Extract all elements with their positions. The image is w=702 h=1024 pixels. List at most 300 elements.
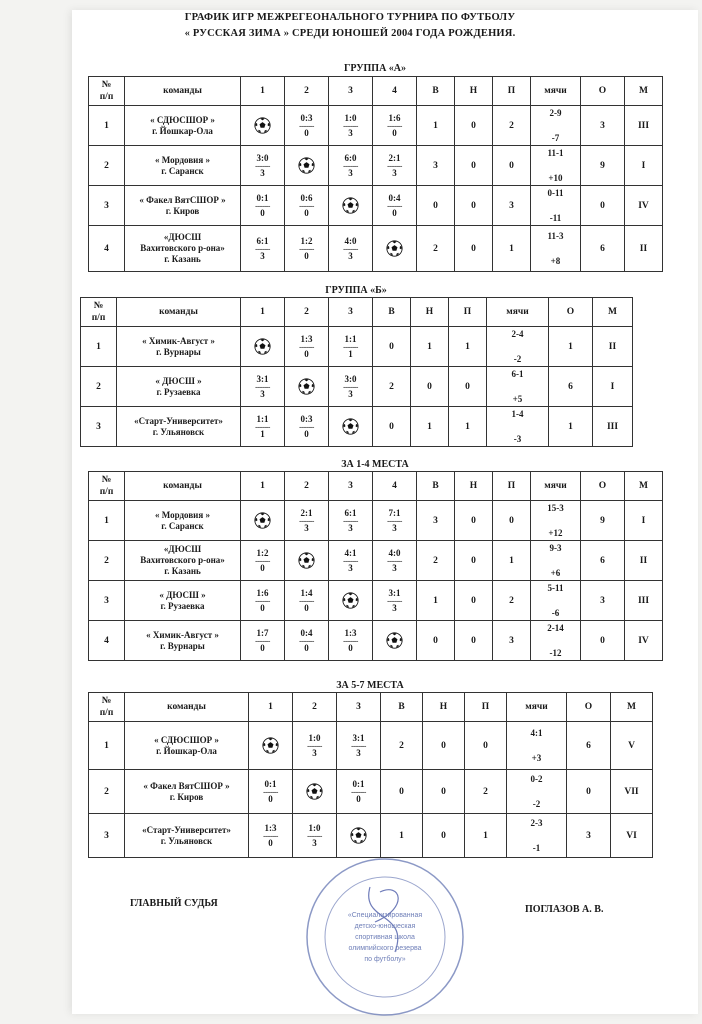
header-team: команды xyxy=(117,298,241,327)
header-team: команды xyxy=(125,693,249,722)
match-score: 3:0 xyxy=(256,152,269,163)
match-result-cell xyxy=(241,407,285,447)
points-cell: 9 xyxy=(581,146,625,186)
score-divider: -------- xyxy=(343,516,358,525)
match-result-cell xyxy=(249,814,293,858)
match-points: 0 xyxy=(304,428,309,439)
wins-cell: 2 xyxy=(417,226,455,272)
match-score: 1:7 xyxy=(256,627,269,638)
draws-cell: 0 xyxy=(455,541,493,581)
match-result-cell xyxy=(285,407,329,447)
match-score: 4:1 xyxy=(344,547,357,558)
goals-cell xyxy=(487,327,549,367)
team-line: «Старт-Университет» xyxy=(134,415,223,426)
match-score: 0:3 xyxy=(300,413,313,424)
official-stamp xyxy=(300,852,470,1022)
header-opponent-1: 1 xyxy=(241,472,285,501)
header-opponent-3: 3 xyxy=(337,693,381,722)
match-score: 3:1 xyxy=(256,373,269,384)
draws-cell: 0 xyxy=(455,501,493,541)
team-line: «ДЮСШ xyxy=(163,544,202,554)
match-score: 0:3 xyxy=(300,112,313,123)
header-losses: П xyxy=(493,472,531,501)
wins-cell: 0 xyxy=(373,407,411,447)
score-divider: -------- xyxy=(255,636,270,645)
draws-cell: 0 xyxy=(455,581,493,621)
header-team: команды xyxy=(125,472,241,501)
goal-difference: -2 xyxy=(532,798,541,809)
points-cell: 1 xyxy=(549,327,593,367)
score-divider: -------- xyxy=(299,342,314,351)
team-name xyxy=(125,770,249,814)
row-number: 3 xyxy=(89,581,125,621)
header-goals: мячи xyxy=(507,693,567,722)
table-row xyxy=(89,621,663,661)
standings-table xyxy=(88,692,653,858)
match-points: 0 xyxy=(392,127,397,138)
row-number: 2 xyxy=(89,541,125,581)
group-label: ЗА 5-7 МЕСТА xyxy=(336,680,404,691)
points-cell: 9 xyxy=(581,501,625,541)
points-cell: 0 xyxy=(581,621,625,661)
team-line: « Химик-Август » xyxy=(146,629,219,640)
match-score: 2:1 xyxy=(388,152,401,163)
header-goals: мячи xyxy=(531,77,581,106)
place-cell: I xyxy=(593,367,633,407)
draws-cell: 1 xyxy=(411,327,449,367)
referee-label: ГЛАВНЫЙ СУДЬЯ xyxy=(130,898,218,909)
goals-ratio: 2-4 xyxy=(511,328,524,339)
score-divider: -------- xyxy=(299,201,314,210)
team-line: «Старт-Университет» xyxy=(142,824,231,835)
goals-ratio: 2-14 xyxy=(547,622,564,633)
place-cell: IV xyxy=(625,621,663,661)
team-line: г. Рузаевка xyxy=(160,600,205,611)
row-number: 3 xyxy=(89,814,125,858)
header-losses: П xyxy=(449,298,487,327)
points-cell: 6 xyxy=(549,367,593,407)
points-cell: 3 xyxy=(567,814,611,858)
header-place: М xyxy=(625,472,663,501)
team-name xyxy=(125,501,241,541)
header-opponent-3: 3 xyxy=(329,298,373,327)
score-divider: -------- xyxy=(255,244,270,253)
match-points: 3 xyxy=(312,837,317,848)
losses-cell: 1 xyxy=(493,541,531,581)
place-cell: II xyxy=(625,541,663,581)
losses-cell: 3 xyxy=(493,186,531,226)
losses-cell: 0 xyxy=(465,722,507,770)
losses-cell: 0 xyxy=(493,501,531,541)
place-cell: III xyxy=(593,407,633,447)
header-wins: В xyxy=(381,693,423,722)
score-divider: -------- xyxy=(343,342,358,351)
place-cell: VI xyxy=(611,814,653,858)
match-result-cell xyxy=(241,146,285,186)
draws-cell: 0 xyxy=(455,186,493,226)
team-line: «ДЮСШ xyxy=(163,232,202,242)
title-line-1: ГРАФИК ИГР МЕЖРЕГЕОНАЛЬНОГО ТУРНИРА ПО ФУТБОЛУ xyxy=(184,12,516,23)
header-place: М xyxy=(625,77,663,106)
goals-ratio: 15-3 xyxy=(547,502,564,513)
goal-difference: +3 xyxy=(531,752,542,763)
score-divider: -------- xyxy=(255,422,270,431)
document-title xyxy=(90,10,610,42)
team-line: г. Рузаевка xyxy=(156,386,201,397)
match-score: 1:0 xyxy=(308,732,321,743)
goals-ratio: 6-1 xyxy=(511,368,524,379)
football-icon xyxy=(298,157,315,174)
goals-ratio: 11-1 xyxy=(547,147,564,158)
losses-cell: 0 xyxy=(493,146,531,186)
goal-difference: +12 xyxy=(548,527,563,538)
header-wins: В xyxy=(373,298,411,327)
row-number: 1 xyxy=(89,722,125,770)
points-cell: 6 xyxy=(581,226,625,272)
losses-cell: 1 xyxy=(465,814,507,858)
score-divider: -------- xyxy=(299,422,314,431)
match-result-cell xyxy=(241,621,285,661)
goals-cell xyxy=(531,106,581,146)
football-icon xyxy=(298,552,315,569)
points-cell: 1 xyxy=(549,407,593,447)
header-opponent-2: 2 xyxy=(285,298,329,327)
table-row xyxy=(89,581,663,621)
match-result-cell xyxy=(329,541,373,581)
match-score: 3:0 xyxy=(344,373,357,384)
goals-ratio: 2-9 xyxy=(549,107,562,118)
goal-difference: -1 xyxy=(532,842,541,853)
self-match-cell xyxy=(337,814,381,858)
match-result-cell xyxy=(285,581,329,621)
wins-cell: 2 xyxy=(417,541,455,581)
self-match-cell xyxy=(329,407,373,447)
team-line: г. Киров xyxy=(169,791,204,802)
team-line: г. Саранск xyxy=(161,520,204,531)
match-points: 3 xyxy=(348,562,353,573)
team-name xyxy=(125,106,241,146)
score-divider: -------- xyxy=(299,596,314,605)
match-points: 3 xyxy=(356,747,361,758)
goals-cell xyxy=(531,581,581,621)
score-divider: -------- xyxy=(387,596,402,605)
goal-difference: -7 xyxy=(551,132,560,143)
self-match-cell xyxy=(241,327,285,367)
header-opponent-1: 1 xyxy=(241,298,285,327)
team-name xyxy=(125,186,241,226)
match-points: 0 xyxy=(304,642,309,653)
header-number: № п/п xyxy=(89,472,125,501)
goal-difference: +5 xyxy=(512,393,523,404)
goals-cell xyxy=(507,770,567,814)
table-header-row xyxy=(89,472,663,501)
draws-cell: 0 xyxy=(455,106,493,146)
self-match-cell xyxy=(293,770,337,814)
match-points: 3 xyxy=(348,167,353,178)
match-points: 1 xyxy=(260,428,265,439)
place-cell: V xyxy=(611,722,653,770)
match-points: 0 xyxy=(304,207,309,218)
self-match-cell xyxy=(373,226,417,272)
team-line: Вахитовского р-она» xyxy=(140,555,225,565)
score-divider: -------- xyxy=(343,244,358,253)
draws-cell: 1 xyxy=(411,407,449,447)
team-name xyxy=(125,541,241,581)
header-opponent-2: 2 xyxy=(293,693,337,722)
points-cell: 0 xyxy=(567,770,611,814)
score-divider: -------- xyxy=(299,516,314,525)
losses-cell: 2 xyxy=(465,770,507,814)
team-line: « Химик-Август » xyxy=(142,335,215,346)
place-cell: I xyxy=(625,501,663,541)
match-result-cell xyxy=(285,226,329,272)
goals-cell xyxy=(507,814,567,858)
standings-table xyxy=(88,471,663,661)
stamp-line-4: олимпийского резерва xyxy=(348,945,422,952)
match-points: 0 xyxy=(260,602,265,613)
match-points: 3 xyxy=(392,602,397,613)
match-points: 3 xyxy=(348,127,353,138)
match-points: 3 xyxy=(260,250,265,261)
match-score: 0:4 xyxy=(300,627,313,638)
match-result-cell xyxy=(285,106,329,146)
football-icon xyxy=(386,632,403,649)
match-result-cell xyxy=(285,621,329,661)
team-line: г. Йошкар-Ола xyxy=(156,745,217,756)
wins-cell: 1 xyxy=(381,814,423,858)
header-wins: В xyxy=(417,472,455,501)
match-points: 0 xyxy=(392,207,397,218)
goal-difference: -6 xyxy=(551,607,560,618)
score-divider: -------- xyxy=(351,741,366,750)
goals-ratio: 11-3 xyxy=(547,230,564,241)
goals-ratio: 1-4 xyxy=(511,408,524,419)
team-name xyxy=(125,226,241,272)
score-divider: -------- xyxy=(263,787,278,796)
header-team: команды xyxy=(125,77,241,106)
group-label: ЗА 1-4 МЕСТА xyxy=(341,459,409,470)
match-result-cell xyxy=(241,581,285,621)
team-line: г. Йошкар-Ола xyxy=(152,125,213,136)
match-result-cell xyxy=(373,541,417,581)
header-opponent-4: 4 xyxy=(373,77,417,106)
match-score: 1:6 xyxy=(256,587,269,598)
wins-cell: 0 xyxy=(417,186,455,226)
draws-cell: 0 xyxy=(411,367,449,407)
table-row xyxy=(89,541,663,581)
row-number: 2 xyxy=(89,146,125,186)
group-label: ГРУППА «Б» xyxy=(325,285,387,296)
match-score: 1:1 xyxy=(344,333,357,344)
score-divider: -------- xyxy=(387,201,402,210)
team-line: « ДЮСШ » xyxy=(159,589,206,600)
match-score: 7:1 xyxy=(388,507,401,518)
header-opponent-2: 2 xyxy=(285,77,329,106)
match-points: 0 xyxy=(304,602,309,613)
place-cell: III xyxy=(625,106,663,146)
match-result-cell xyxy=(249,770,293,814)
match-result-cell xyxy=(285,501,329,541)
match-result-cell xyxy=(337,722,381,770)
team-name xyxy=(125,621,241,661)
match-result-cell xyxy=(241,186,285,226)
football-icon xyxy=(350,827,367,844)
losses-cell: 0 xyxy=(449,367,487,407)
stamp-line-2: детско-юношеская xyxy=(354,923,416,930)
football-icon xyxy=(342,197,359,214)
header-opponent-3: 3 xyxy=(329,472,373,501)
team-line: г. Казань xyxy=(164,254,201,264)
team-line: г. Саранск xyxy=(161,165,204,176)
match-score: 0:1 xyxy=(264,778,277,789)
wins-cell: 3 xyxy=(417,146,455,186)
match-result-cell xyxy=(373,581,417,621)
wins-cell: 0 xyxy=(381,770,423,814)
match-points: 0 xyxy=(304,250,309,261)
header-points: О xyxy=(581,472,625,501)
self-match-cell xyxy=(329,186,373,226)
match-score: 2:1 xyxy=(300,507,313,518)
self-match-cell xyxy=(285,541,329,581)
match-result-cell xyxy=(285,186,329,226)
row-number: 2 xyxy=(81,367,117,407)
team-name xyxy=(125,581,241,621)
match-points: 0 xyxy=(260,642,265,653)
losses-cell: 1 xyxy=(449,327,487,367)
team-line: г. Казань xyxy=(164,566,201,576)
row-number: 4 xyxy=(89,621,125,661)
wins-cell: 0 xyxy=(373,327,411,367)
draws-cell: 0 xyxy=(423,814,465,858)
goal-difference: +6 xyxy=(550,567,561,578)
stamp-line-5: по футболу» xyxy=(364,956,406,963)
team-line: г. Вурнары xyxy=(156,346,201,357)
match-points: 3 xyxy=(392,562,397,573)
match-score: 1:2 xyxy=(256,547,269,558)
draws-cell: 0 xyxy=(423,722,465,770)
goal-difference: +10 xyxy=(548,172,563,183)
score-divider: -------- xyxy=(343,382,358,391)
match-result-cell xyxy=(329,146,373,186)
goals-cell xyxy=(507,722,567,770)
team-name xyxy=(125,146,241,186)
score-divider: -------- xyxy=(255,382,270,391)
table-row xyxy=(89,501,663,541)
draws-cell: 0 xyxy=(455,621,493,661)
team-name xyxy=(117,407,241,447)
standings-table xyxy=(80,297,633,447)
self-match-cell xyxy=(285,146,329,186)
table-header-row xyxy=(81,298,633,327)
score-divider: -------- xyxy=(307,741,322,750)
standings-table xyxy=(88,76,663,272)
match-points: 0 xyxy=(304,348,309,359)
goals-ratio: 9-3 xyxy=(549,542,562,553)
goals-cell xyxy=(531,501,581,541)
match-result-cell xyxy=(329,367,373,407)
team-name xyxy=(125,814,249,858)
team-line: « Мордовия » xyxy=(154,154,210,165)
score-divider: -------- xyxy=(263,831,278,840)
match-result-cell xyxy=(285,327,329,367)
self-match-cell xyxy=(285,367,329,407)
score-divider: -------- xyxy=(387,121,402,130)
match-points: 1 xyxy=(348,348,353,359)
score-divider: -------- xyxy=(387,516,402,525)
header-losses: П xyxy=(465,693,507,722)
header-goals: мячи xyxy=(487,298,549,327)
match-score: 1:1 xyxy=(256,413,269,424)
match-result-cell xyxy=(293,722,337,770)
self-match-cell xyxy=(249,722,293,770)
table-row xyxy=(89,186,663,226)
points-cell: 6 xyxy=(581,541,625,581)
team-line: г. Ульяновск xyxy=(152,426,205,437)
header-points: О xyxy=(581,77,625,106)
match-score: 4:0 xyxy=(388,547,401,558)
match-points: 3 xyxy=(392,167,397,178)
team-line: г. Ульяновск xyxy=(160,835,213,846)
row-number: 3 xyxy=(81,407,117,447)
self-match-cell xyxy=(241,106,285,146)
header-number: № п/п xyxy=(89,693,125,722)
goal-difference: -12 xyxy=(549,647,562,658)
team-line: « Факел ВятСШОР » xyxy=(143,780,230,791)
wins-cell: 1 xyxy=(417,106,455,146)
table-row xyxy=(81,327,633,367)
place-cell: I xyxy=(625,146,663,186)
place-cell: III xyxy=(625,581,663,621)
match-score: 1:3 xyxy=(344,627,357,638)
match-result-cell xyxy=(329,226,373,272)
draws-cell: 0 xyxy=(455,226,493,272)
match-score: 1:4 xyxy=(300,587,313,598)
score-divider: -------- xyxy=(255,201,270,210)
goal-difference: -3 xyxy=(513,433,522,444)
match-points: 3 xyxy=(348,522,353,533)
team-line: « СДЮСШОР » xyxy=(150,114,215,125)
football-icon xyxy=(298,378,315,395)
losses-cell: 2 xyxy=(493,106,531,146)
match-points: 3 xyxy=(348,388,353,399)
header-opponent-1: 1 xyxy=(241,77,285,106)
match-score: 6:1 xyxy=(344,507,357,518)
goals-cell xyxy=(487,407,549,447)
match-result-cell xyxy=(329,621,373,661)
match-result-cell xyxy=(241,226,285,272)
row-number: 3 xyxy=(89,186,125,226)
match-result-cell xyxy=(329,106,373,146)
wins-cell: 2 xyxy=(381,722,423,770)
goal-difference: -11 xyxy=(549,212,562,223)
match-score: 0:6 xyxy=(300,192,313,203)
team-line: « СДЮСШОР » xyxy=(154,734,219,745)
goals-cell xyxy=(531,186,581,226)
match-score: 1:2 xyxy=(300,235,313,246)
header-points: О xyxy=(567,693,611,722)
match-points: 3 xyxy=(312,747,317,758)
score-divider: -------- xyxy=(343,161,358,170)
losses-cell: 2 xyxy=(493,581,531,621)
header-opponent-1: 1 xyxy=(249,693,293,722)
goal-difference: -2 xyxy=(513,353,522,364)
losses-cell: 1 xyxy=(449,407,487,447)
table-row xyxy=(89,814,653,858)
goals-cell xyxy=(531,621,581,661)
header-opponent-3: 3 xyxy=(329,77,373,106)
match-score: 0:4 xyxy=(388,192,401,203)
self-match-cell xyxy=(329,581,373,621)
